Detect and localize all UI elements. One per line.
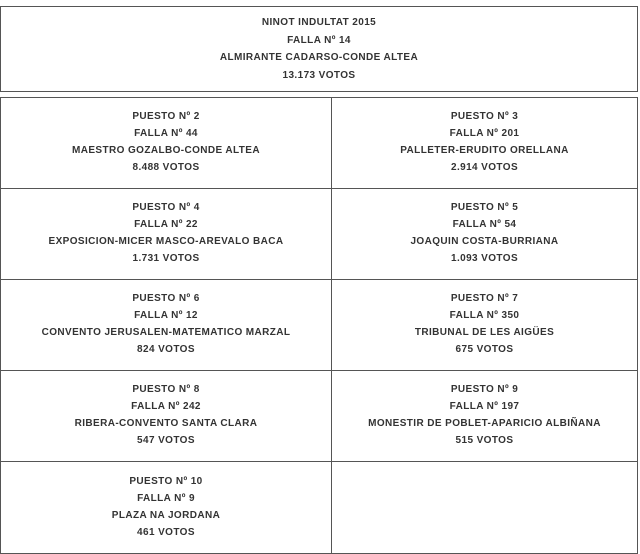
votes-label: 547 VOTOS <box>137 435 195 446</box>
puesto-label: PUESTO Nº 9 <box>450 384 519 395</box>
winner-title: NINOT INDULTAT 2015 <box>261 17 377 28</box>
votes-label: 2.914 VOTOS <box>450 162 519 173</box>
winner-name: ALMIRANTE CADARSO-CONDE ALTEA <box>219 52 419 63</box>
falla-label: FALLA Nº 22 <box>134 219 198 230</box>
result-cell <box>1 461 332 553</box>
falla-label: FALLA Nº 201 <box>449 128 520 139</box>
falla-name: MONESTIR DE POBLET-APARICIO ALBIÑANA <box>368 418 601 429</box>
falla-name: MAESTRO GOZALBO-CONDE ALTEA <box>71 145 260 156</box>
result-cell <box>1 279 332 370</box>
falla-name: RIBERA-CONVENTO SANTA CLARA <box>74 418 258 429</box>
falla-name: TRIBUNAL DE LES AIGÜES <box>414 327 555 338</box>
result-cell <box>332 98 637 188</box>
winner-box <box>0 6 638 92</box>
votes-label: 824 VOTOS <box>137 344 195 355</box>
puesto-label: PUESTO Nº 10 <box>129 475 203 487</box>
result-cell <box>332 188 637 279</box>
puesto-label: PUESTO Nº 3 <box>450 111 519 122</box>
falla-label: FALLA Nº 350 <box>449 310 520 321</box>
votes-label: 461 VOTOS <box>137 526 195 538</box>
results-table <box>0 97 638 554</box>
empty-cell <box>332 461 637 553</box>
falla-name: CONVENTO JERUSALEN-MATEMATICO MARZAL <box>41 327 291 338</box>
result-cell <box>1 370 332 461</box>
falla-label: FALLA Nº 242 <box>131 401 201 412</box>
puesto-label: PUESTO Nº 8 <box>132 384 200 395</box>
falla-name: JOAQUIN COSTA-BURRIANA <box>410 236 559 247</box>
puesto-label: PUESTO Nº 6 <box>132 293 200 304</box>
result-cell <box>1 188 332 279</box>
falla-label: FALLA Nº 197 <box>449 401 520 412</box>
votes-label: 1.731 VOTOS <box>132 253 200 264</box>
falla-label: FALLA Nº 9 <box>137 492 195 504</box>
falla-label: FALLA Nº 44 <box>134 128 198 139</box>
result-cell <box>332 279 637 370</box>
puesto-label: PUESTO Nº 2 <box>132 111 200 122</box>
votes-label: 515 VOTOS <box>455 435 514 446</box>
winner-falla: FALLA Nº 14 <box>287 34 351 46</box>
result-cell <box>1 98 332 188</box>
votes-label: 675 VOTOS <box>455 344 514 355</box>
winner-votes: 13.173 VOTOS <box>282 69 356 81</box>
falla-name: PLAZA NA JORDANA <box>111 509 221 521</box>
falla-label: FALLA Nº 54 <box>452 219 517 230</box>
puesto-label: PUESTO Nº 4 <box>132 202 200 213</box>
votes-label: 1.093 VOTOS <box>450 253 519 264</box>
falla-name: EXPOSICION-MICER MASCO-AREVALO BACA <box>48 236 284 247</box>
falla-name: PALLETER-ERUDITO ORELLANA <box>400 145 569 156</box>
result-cell <box>332 370 637 461</box>
votes-label: 8.488 VOTOS <box>132 162 200 173</box>
puesto-label: PUESTO Nº 7 <box>450 293 519 304</box>
falla-label: FALLA Nº 12 <box>134 310 198 321</box>
puesto-label: PUESTO Nº 5 <box>450 202 519 213</box>
